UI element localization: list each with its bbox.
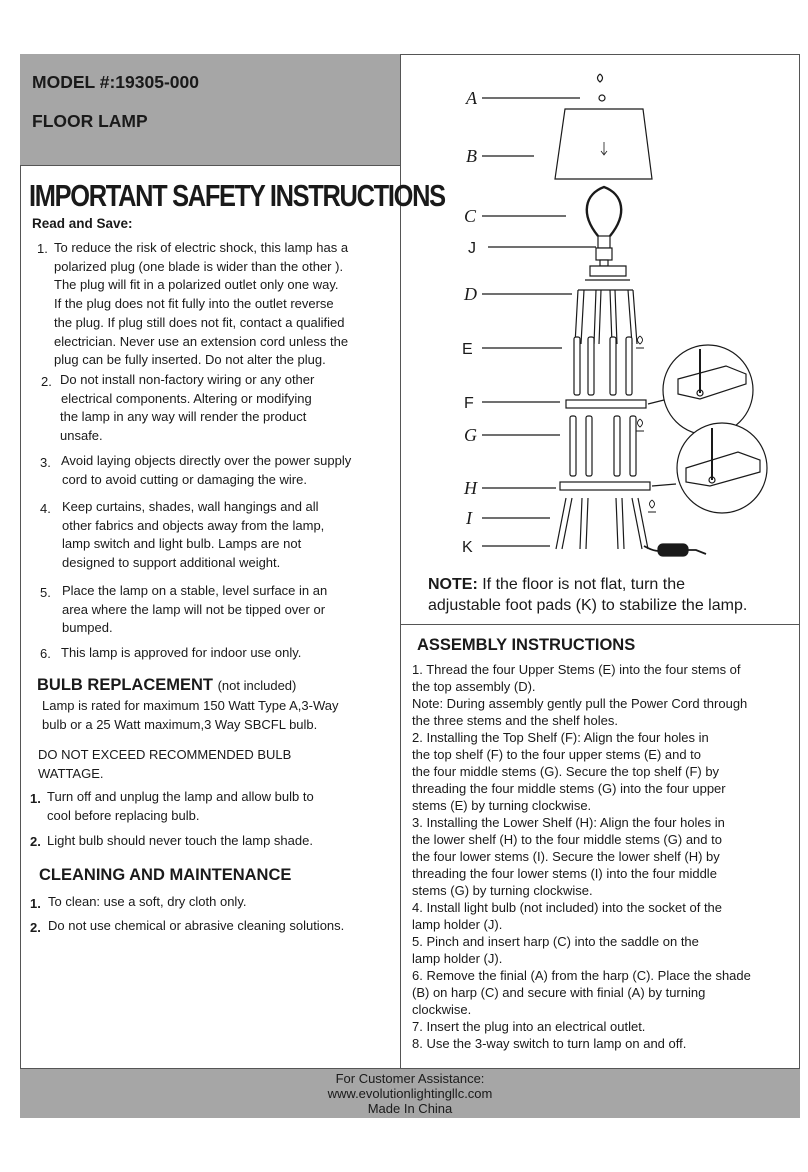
label-f: F [464,395,474,412]
safety-item-3-line: cord to avoid cutting or damaging the wire. [62,471,307,487]
bulb-item-1 [47,788,314,825]
footer-line: For Customer Assistance: [335,1071,485,1086]
plug-part [658,544,688,556]
assembly-line: 8. Use the 3-way switch to turn lamp on and off. [412,1036,687,1051]
bulb-item-2-number: 2. [30,834,41,849]
model-number: MODEL #:19305-000 [32,72,199,92]
lamp-exploded-diagram [400,54,800,574]
bulb-rating-line: bulb or a 25 Watt maximum,3 Way SBCFL bulb. [42,716,318,732]
cleaning-item-1: To clean: use a soft, dry cloth only. [48,894,247,909]
assembly-line: Note: During assembly gently pull the Power Cord through [412,696,748,711]
safety-item-1-line: plug can be fully inserted. Do not alter the plug. [54,352,326,368]
bulb-item-2 [47,832,313,851]
safety-item-4-line: designed to support additional weight. [62,555,281,571]
shade-part [555,109,652,179]
safety-item-1-line: To reduce the risk of electric shock, this lamp has a [54,240,349,255]
bulb-replacement-title [37,676,296,695]
safety-item-1-line: the plug. If plug still does not fit, contact a qualified [54,314,345,330]
safety-item-6 [61,644,301,663]
safety-item-1 [54,239,348,370]
detail-magnifier-bottom [652,423,767,513]
assembly-line: 2. Installing the Top Shelf (F): Align the four holes in [412,730,709,745]
safety-item-4-line: lamp switch and light bulb. Lamps are not [62,536,302,552]
cleaning-item-2: Do not use chemical or abrasive cleaning solutions. [48,918,345,933]
assembly-line: lamp holder (J). [412,917,503,932]
lower-stems-part [556,498,648,549]
safety-item-3-number: 3. [40,455,51,470]
bulb-item-1-line: Turn off and unplug the lamp and allow bulb to [47,789,314,804]
lamp-holder-part [596,236,612,266]
note-line: If the floor is not flat, turn the [477,576,685,593]
assembly-line: the top shelf (F) to the four upper stems (E) and to [412,747,702,762]
floor-note [428,574,747,616]
safety-item-4-line: other fabrics and objects away from the lamp, [62,517,325,533]
safety-item-5-line: Place the lamp on a stable, level surface in an [62,583,328,598]
safety-item-1-line: The plug will fit in a polarized outlet only one way. [54,277,339,293]
safety-item-5 [62,582,327,638]
harp-part [587,187,621,236]
bulb-title-note: (not included) [217,678,297,693]
safety-item-2-number: 2. [41,374,52,389]
assembly-line: (B) on harp (C) and secure with finial (A) by turning [412,985,706,1000]
assembly-line: 1. Thread the four Upper Stems (E) into the four stems of [412,662,741,677]
safety-item-6-number: 6. [40,646,51,661]
top-shelf-part [566,400,646,408]
assembly-line: clockwise. [412,1002,472,1017]
assembly-line: 4. Install light bulb (not included) into the socket of the [412,900,723,915]
label-h: H [464,478,477,498]
safety-item-2 [60,371,314,446]
assembly-line: the four lower stems (I). Secure the lower shelf (H) by [412,849,720,864]
footer-website: www.evolutionlightingllc.com [327,1086,493,1101]
read-save-label: Read and Save: [32,216,133,231]
safety-item-5-number: 5. [40,585,51,600]
assembly-line: the three stems and the shelf holes. [412,713,618,728]
safety-item-3-line: Avoid laying objects directly over the power supply [61,453,352,468]
assembly-line: the lower shelf (H) to the four middle stems (G) and to [412,832,722,847]
assembly-line: stems (G) by turning clockwise. [412,883,593,898]
finial-part [598,74,606,101]
safety-item-3 [61,452,351,489]
bulb-warning [38,746,291,783]
middle-stems-part [570,416,636,476]
bulb-item-1-number: 1. [30,791,41,806]
safety-item-2-line: the lamp in any way will render the product [60,409,307,425]
upper-stems-part [574,337,632,395]
lower-shelf-part [560,482,650,490]
safety-item-1-line: If the plug does not fit fully into the outlet reverse [54,296,334,312]
safety-item-1-number: 1. [37,241,48,256]
cleaning-item-1-number: 1. [30,896,41,911]
safety-title: IMPORTANT SAFETY INSTRUCTIONS [29,178,445,213]
bulb-item-2-line: Light bulb should never touch the lamp shade. [47,833,313,848]
cleaning-title: CLEANING AND MAINTENANCE [39,866,292,884]
footer-line: Made In China [367,1101,453,1116]
assembly-line: the top assembly (D). [412,679,536,694]
bulb-rating [42,697,338,734]
label-i: I [466,508,472,528]
bulb-title-text: BULB REPLACEMENT [37,676,213,694]
safety-item-5-line: bumped. [62,620,113,636]
safety-item-5-line: area where the lamp will not be tipped over or [62,601,326,617]
label-a: A [466,88,477,108]
assembly-line: stems (E) by turning clockwise. [412,798,592,813]
safety-item-4-line: Keep curtains, shades, wall hangings and all [62,499,319,514]
safety-item-4-number: 4. [40,501,51,516]
bulb-rating-line: Lamp is rated for maximum 150 Watt Type A,3-Way [42,698,339,713]
customer-assistance-footer [20,1068,800,1118]
header-box [20,54,400,166]
detail-magnifier-top [648,345,753,435]
note-label: NOTE: [428,576,478,593]
safety-item-1-line: electrician. Never use an extension cord unless the [54,333,349,349]
label-b: B [466,146,477,166]
safety-item-2-line: unsafe. [60,428,103,444]
assembly-line: 3. Installing the Lower Shelf (H): Align the four holes in [412,815,725,830]
assembly-line: the four middle stems (G). Secure the top shelf (F) by [412,764,720,779]
assembly-line: 5. Pinch and insert harp (C) into the saddle on the [412,934,699,949]
label-j: J [468,240,476,257]
label-c: C [464,206,477,226]
bulb-item-1-line: cool before replacing bulb. [47,807,200,823]
top-assembly-part [575,266,637,344]
label-k: K [462,539,473,556]
note-line: adjustable foot pads (K) to stabilize the lamp. [428,597,748,614]
safety-item-4 [62,498,324,573]
bulb-warning-line: WATTAGE. [38,765,104,781]
assembly-title: ASSEMBLY INSTRUCTIONS [417,636,636,654]
label-d: D [464,284,477,304]
assembly-line: threading the four lower stems (I) into the four middle [412,866,717,881]
cleaning-item-2-number: 2. [30,920,41,935]
bulb-warning-line: DO NOT EXCEED RECOMMENDED BULB [38,747,292,762]
assembly-instructions [412,661,792,1052]
safety-item-2-line: electrical components. Altering or modifying [61,390,312,406]
section-divider [400,624,800,625]
safety-item-1-line: polarized plug (one blade is wider than the other ). [54,258,344,274]
label-g: G [464,425,477,445]
assembly-line: 7. Insert the plug into an electrical outlet. [412,1019,646,1034]
safety-item-6-line: This lamp is approved for indoor use only. [61,645,302,660]
assembly-line: lamp holder (J). [412,951,503,966]
label-e: E [462,341,473,358]
assembly-line: 6. Remove the finial (A) from the harp (C). Place the shade [412,968,751,983]
product-name: FLOOR LAMP [32,111,148,131]
assembly-line: threading the four middle stems (G) into the four upper [412,781,726,796]
safety-item-2-line: Do not install non-factory wiring or any other [60,372,315,387]
